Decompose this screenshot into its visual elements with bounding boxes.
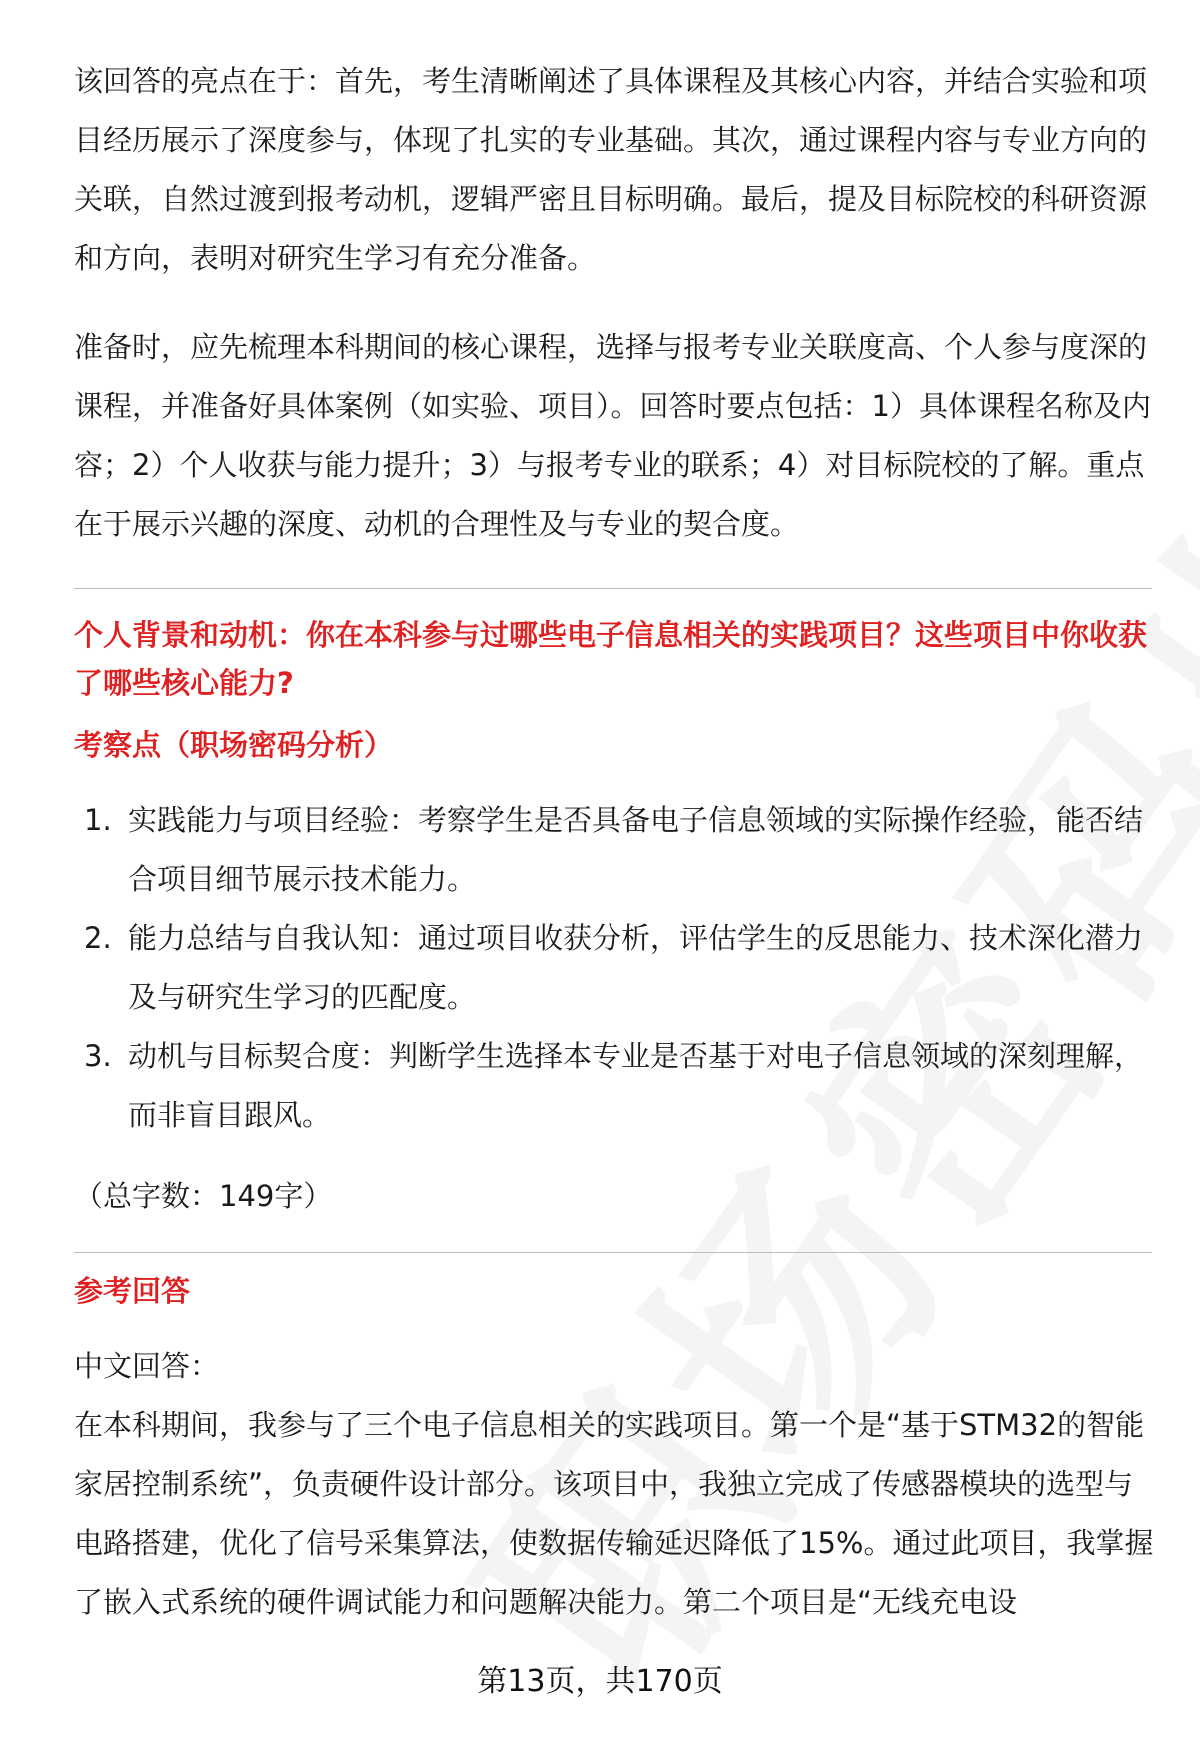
list-item-text: 动机与目标契合度：判断学生选择本专业是否基于对电子信息领域的深刻理解，而非盲目跟风。 xyxy=(128,1039,1144,1132)
assessment-list xyxy=(74,791,1154,1145)
list-item-text: 能力总结与自我认知：通过项目收获分析，评估学生的反思能力、技术深化潜力及与研究生学习的匹配度。 xyxy=(128,921,1144,1014)
list-item-text: 实践能力与项目经验：考察学生是否具备电子信息领域的实际操作经验，能否结合项目细节展示技术能力。 xyxy=(128,803,1144,896)
page-number: 第13页，共170页 xyxy=(477,1664,723,1699)
list-item xyxy=(74,909,1154,1027)
list-item xyxy=(74,1027,1154,1145)
analysis-paragraph-preparation: 准备时，应先梳理本科期间的核心课程，选择与报考专业关联度高、个人参与度深的课程，并准备好具体案例（如实验、项目）。回答时要点包括：1）具体课程名称及内容；2）个人收获与能力提升；3）与报考专业的联系；4）对目标院校的了解。重点在于展示兴趣的深度、动机的合理性及与专业的契合度。 xyxy=(74,330,1151,541)
section-divider xyxy=(74,1252,1152,1253)
analysis-paragraph-highlights: 该回答的亮点在于：首先，考生清晰阐述了具体课程及其核心内容，并结合实验和项目经历展示了深度参与，体现了扎实的专业基础。其次，通过课程内容与专业方向的关联，自然过渡到报考动机，逻辑严密且目标明确。最后，提及目标院校的科研资源和方向，表明对研究生学习有充分准备。 xyxy=(74,64,1148,275)
list-item-number: 2. xyxy=(84,921,112,955)
assessment-heading: 考察点（职场密码分析） xyxy=(74,728,394,762)
reference-answer-heading: 参考回答 xyxy=(74,1274,191,1308)
list-item-number: 1. xyxy=(84,803,112,837)
word-count: （总字数：149字） xyxy=(74,1179,333,1213)
document-body xyxy=(74,52,1154,1632)
section-divider xyxy=(74,588,1152,589)
reference-answer-text: 在本科期间，我参与了三个电子信息相关的实践项目。第一个是“基于STM32的智能家居控制系统”，负责硬件设计部分。该项目中，我独立完成了传感器模块的选型与电路搭建，优化了信号采集算法，使数据传输延迟降低了15%。通过此项目，我掌握了嵌入式系统的硬件调试能力和问题解决能力。第二个项目是“无线充电设 xyxy=(74,1408,1154,1619)
list-item-number: 3. xyxy=(84,1039,112,1073)
question-title: 个人背景和动机：你在本科参与过哪些电子信息相关的实践项目？这些项目中你收获了哪些核心能力? xyxy=(74,618,1148,700)
reference-answer-label: 中文回答： xyxy=(74,1349,220,1383)
list-item xyxy=(74,791,1154,909)
